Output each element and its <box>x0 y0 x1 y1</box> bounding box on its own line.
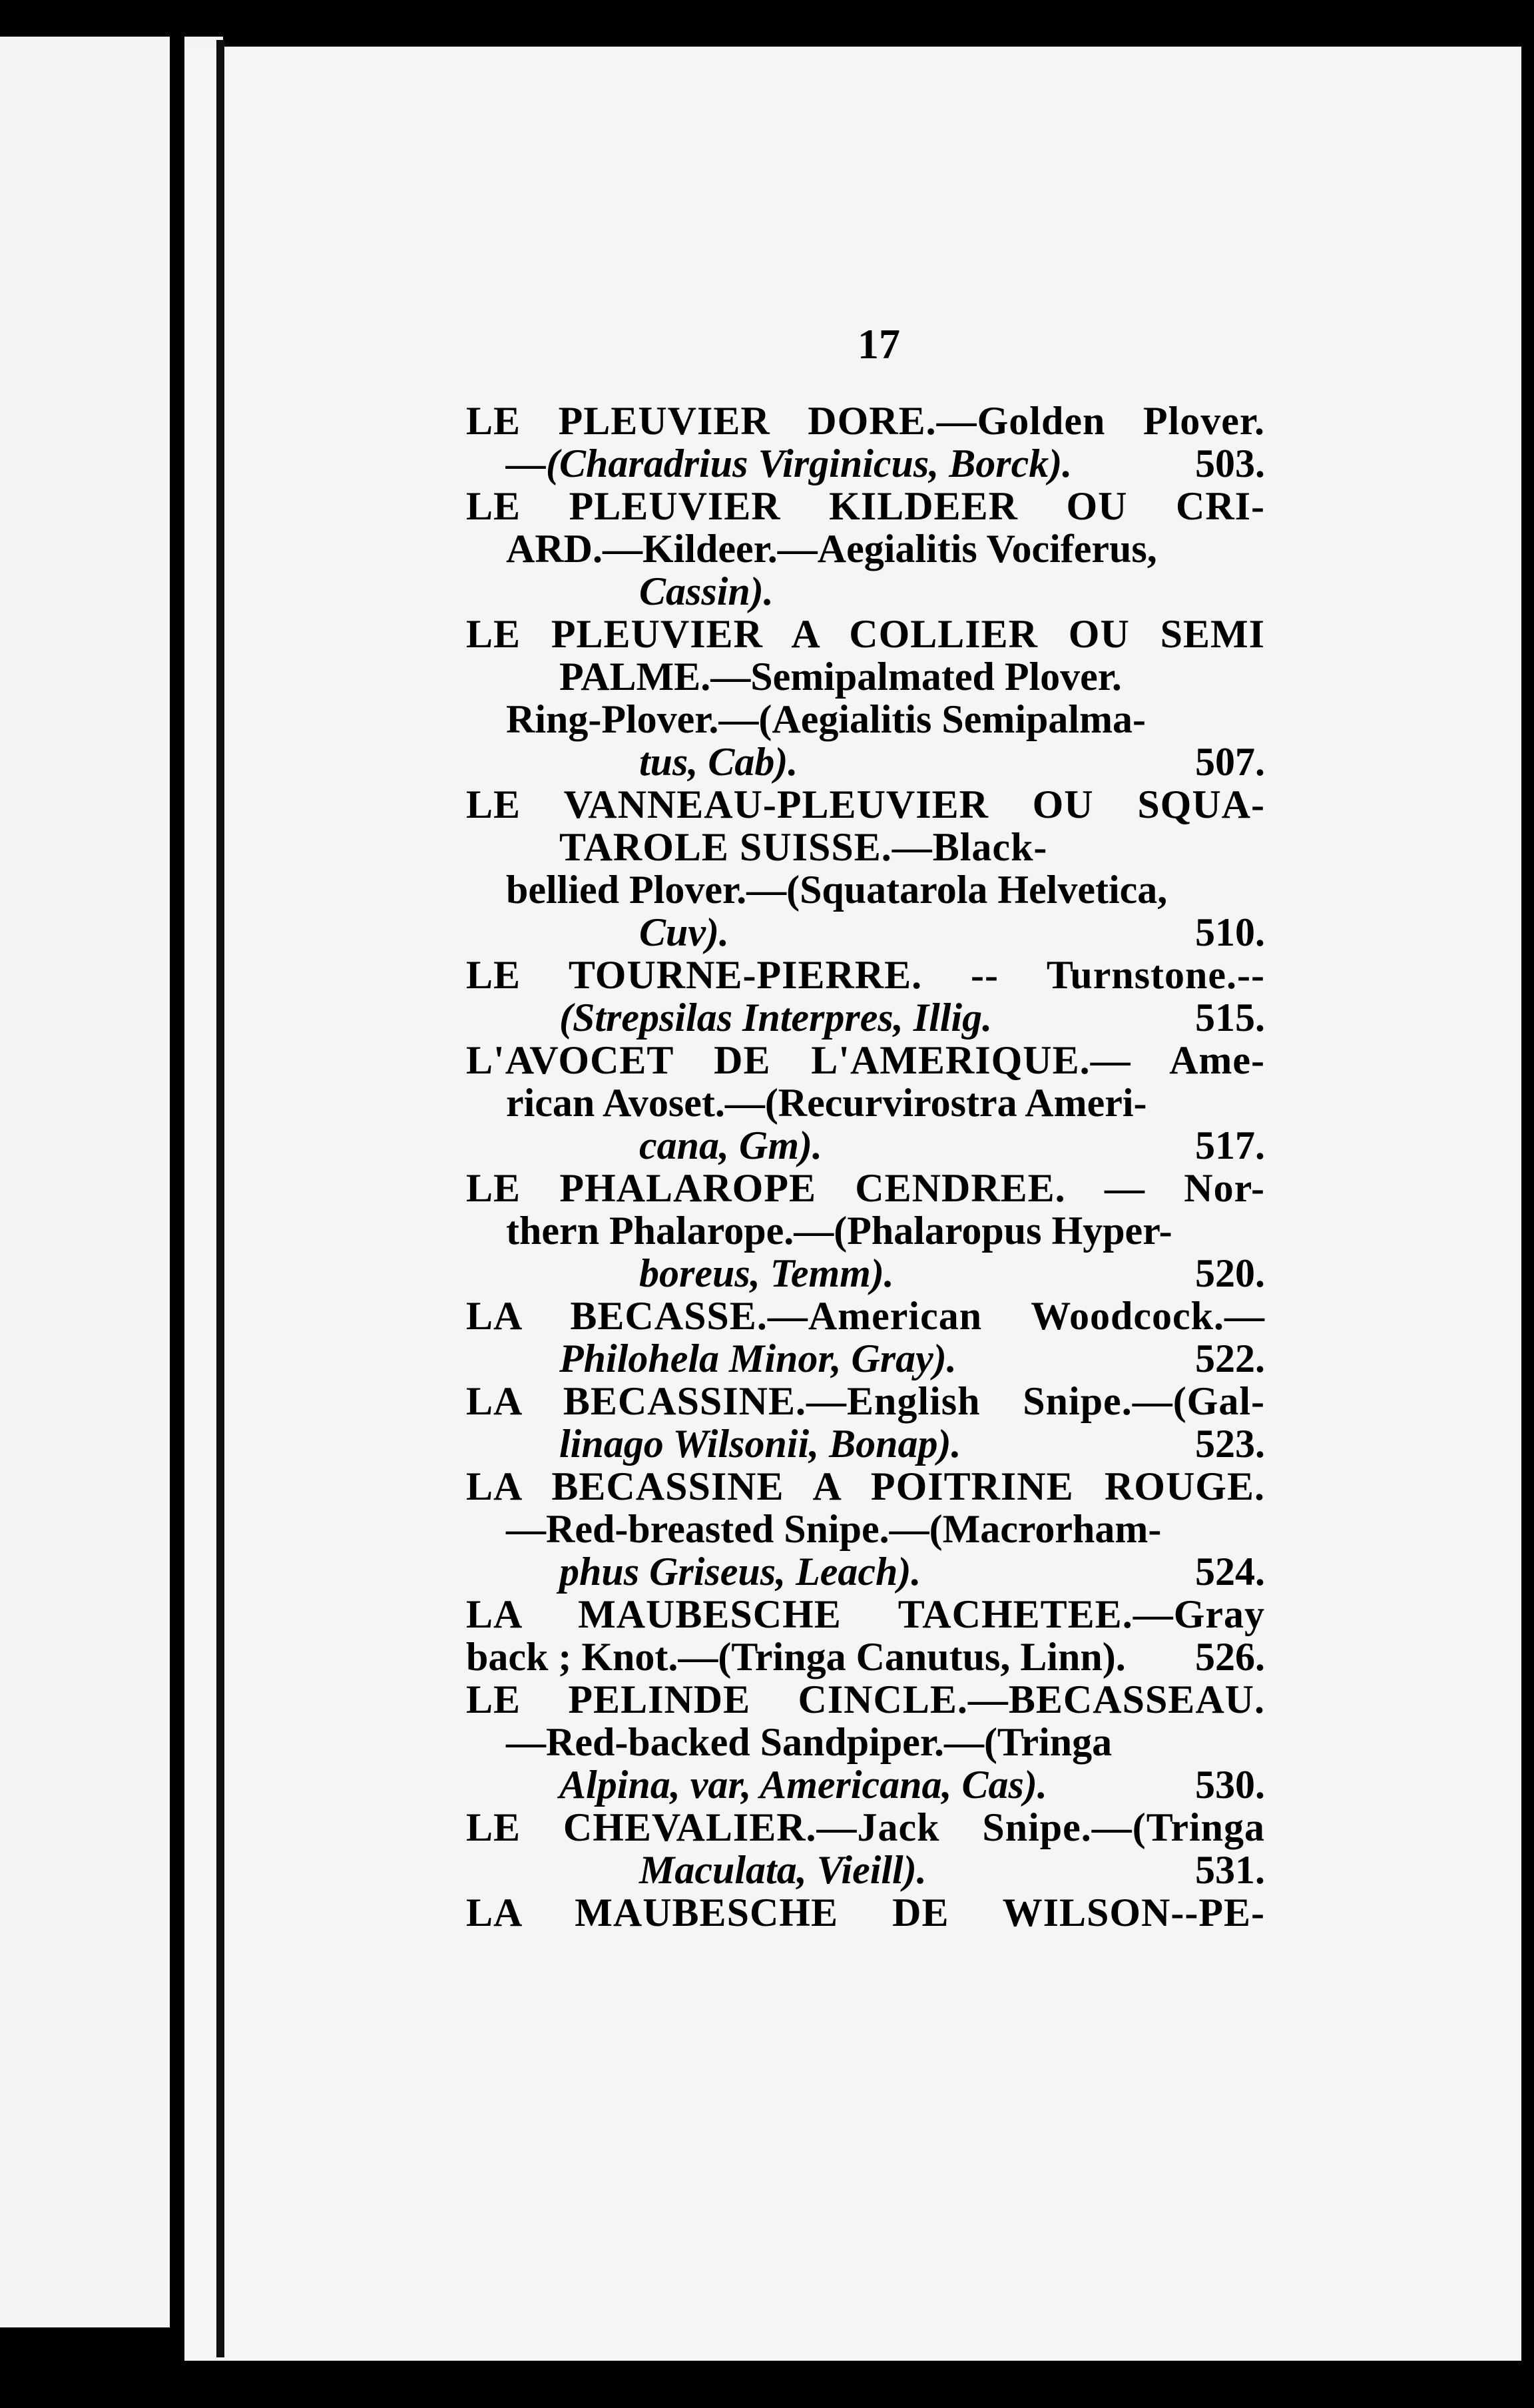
index-line <box>466 1295 1265 1337</box>
index-line <box>466 1124 1265 1167</box>
index-page-ref: 523. <box>1195 1422 1265 1466</box>
index-line <box>466 1593 1265 1636</box>
index-line <box>466 1380 1265 1422</box>
index-line-text: LE PLEUVIER DORE.—Golden Plover. <box>466 399 1265 443</box>
index-line-text: Cassin). <box>639 569 774 613</box>
index-line-text: TAROLE SUISSE.—Black- <box>559 825 1048 869</box>
index-line <box>466 1849 1265 1891</box>
index-line <box>466 1636 1265 1678</box>
index-line <box>466 826 1265 868</box>
index-line <box>466 442 1265 485</box>
index-page-ref: 515. <box>1195 996 1265 1040</box>
page-edge <box>216 40 224 2357</box>
index-line-text: tus, Cab). <box>639 740 798 784</box>
index-line <box>466 1039 1265 1081</box>
index-line-text: phus Griseus, Leach). <box>559 1550 921 1594</box>
index-page-ref: 526. <box>1195 1635 1265 1679</box>
index-line <box>466 1721 1265 1763</box>
index-line-text: bellied Plover.—(Squatarola Helvetica, <box>506 868 1168 912</box>
index-line-text: LA BECASSINE.—English Snipe.—(Gal- <box>466 1379 1265 1423</box>
index-line-text: Maculata, Vieill). <box>639 1848 927 1892</box>
index-entries <box>466 400 1265 1934</box>
index-line <box>466 1337 1265 1380</box>
book-spine <box>170 37 184 2361</box>
index-line-text: thern Phalarope.—(Phalaropus Hyper- <box>506 1209 1172 1253</box>
index-line-text: LE TOURNE-PIERRE. -- Turnstone.-- <box>466 953 1265 997</box>
index-line-text: LE VANNEAU-PLEUVIER OU SQUA- <box>466 782 1265 826</box>
index-line-text: LE PLEUVIER KILDEER OU CRI- <box>466 484 1265 528</box>
index-line-text: Ring-Plover.—(Aegialitis Semipalma- <box>506 697 1147 741</box>
index-line-text: —(Charadrius Virginicus, Borck). <box>506 442 1073 485</box>
index-page-ref: 524. <box>1195 1550 1265 1594</box>
index-line <box>466 1422 1265 1465</box>
index-line <box>466 783 1265 826</box>
index-line <box>466 400 1265 442</box>
index-line-text: LA BECASSINE A POITRINE ROUGE. <box>466 1464 1265 1508</box>
index-line-text: boreus, Temm). <box>639 1251 894 1295</box>
index-line-text: PALME.—Semipalmated Plover. <box>559 655 1122 699</box>
index-line <box>466 996 1265 1039</box>
index-line <box>466 1806 1265 1849</box>
index-line <box>466 1763 1265 1806</box>
index-line-text: back ; Knot.—(Tringa Canutus, Linn). <box>466 1635 1126 1679</box>
index-line <box>466 1508 1265 1550</box>
index-line <box>466 655 1265 698</box>
index-line <box>466 1081 1265 1124</box>
index-line-text: LE CHEVALIER.—Jack Snipe.—(Tringa <box>466 1805 1265 1849</box>
index-line <box>466 1678 1265 1721</box>
index-page-ref: 503. <box>1195 442 1265 485</box>
index-line <box>466 911 1265 954</box>
index-line-text: L'AVOCET DE L'AMERIQUE.— Ame- <box>466 1038 1265 1082</box>
index-line-text: LA MAUBESCHE TACHETEE.—Gray <box>466 1592 1265 1636</box>
index-line-text: Philohela Minor, Gray). <box>559 1337 957 1380</box>
index-line <box>466 868 1265 911</box>
index-line-text: linago Wilsonii, Bonap). <box>559 1422 961 1466</box>
index-page-ref: 530. <box>1195 1763 1265 1807</box>
index-page-ref: 520. <box>1195 1251 1265 1295</box>
index-line <box>466 698 1265 741</box>
index-line-text: LE PELINDE CINCLE.—BECASSEAU. <box>466 1677 1265 1721</box>
index-line <box>466 527 1265 570</box>
index-page-ref: 510. <box>1195 910 1265 954</box>
index-line-text: ARD.—Kildeer.—Aegialitis Vociferus, <box>506 527 1157 571</box>
index-line <box>466 570 1265 613</box>
index-line <box>466 613 1265 655</box>
index-line <box>466 1209 1265 1252</box>
index-page-ref: 531. <box>1195 1848 1265 1892</box>
index-line-text: Cuv). <box>639 910 729 954</box>
index-line-text: Alpina, var, Americana, Cas). <box>559 1763 1047 1807</box>
index-line <box>466 741 1265 783</box>
index-line-text: —Red-breasted Snipe.—(Macrorham- <box>506 1507 1162 1551</box>
page-number: 17 <box>858 320 900 368</box>
index-page-ref: 517. <box>1195 1123 1265 1167</box>
index-line-text: LE PHALAROPE CENDREE. — Nor- <box>466 1166 1265 1210</box>
index-line-text: cana, Gm). <box>639 1123 822 1167</box>
index-line-text: LE PLEUVIER A COLLIER OU SEMI <box>466 612 1265 656</box>
index-line-text: (Strepsilas Interpres, Illig. <box>559 996 993 1040</box>
index-line <box>466 1891 1265 1934</box>
index-line <box>466 1550 1265 1593</box>
index-line-text: rican Avoset.—(Recurvirostra Ameri- <box>506 1081 1147 1125</box>
index-line <box>466 1465 1265 1508</box>
index-page-ref: 522. <box>1195 1337 1265 1380</box>
index-page-ref: 507. <box>1195 740 1265 784</box>
index-line <box>466 1167 1265 1209</box>
index-line-text: —Red-backed Sandpiper.—(Tringa <box>506 1720 1113 1764</box>
index-line-text: LA BECASSE.—American Woodcock.— <box>466 1294 1265 1338</box>
index-line <box>466 1252 1265 1295</box>
index-line <box>466 485 1265 527</box>
index-line-text: LA MAUBESCHE DE WILSON--PE- <box>466 1891 1265 1935</box>
index-line <box>466 954 1265 996</box>
